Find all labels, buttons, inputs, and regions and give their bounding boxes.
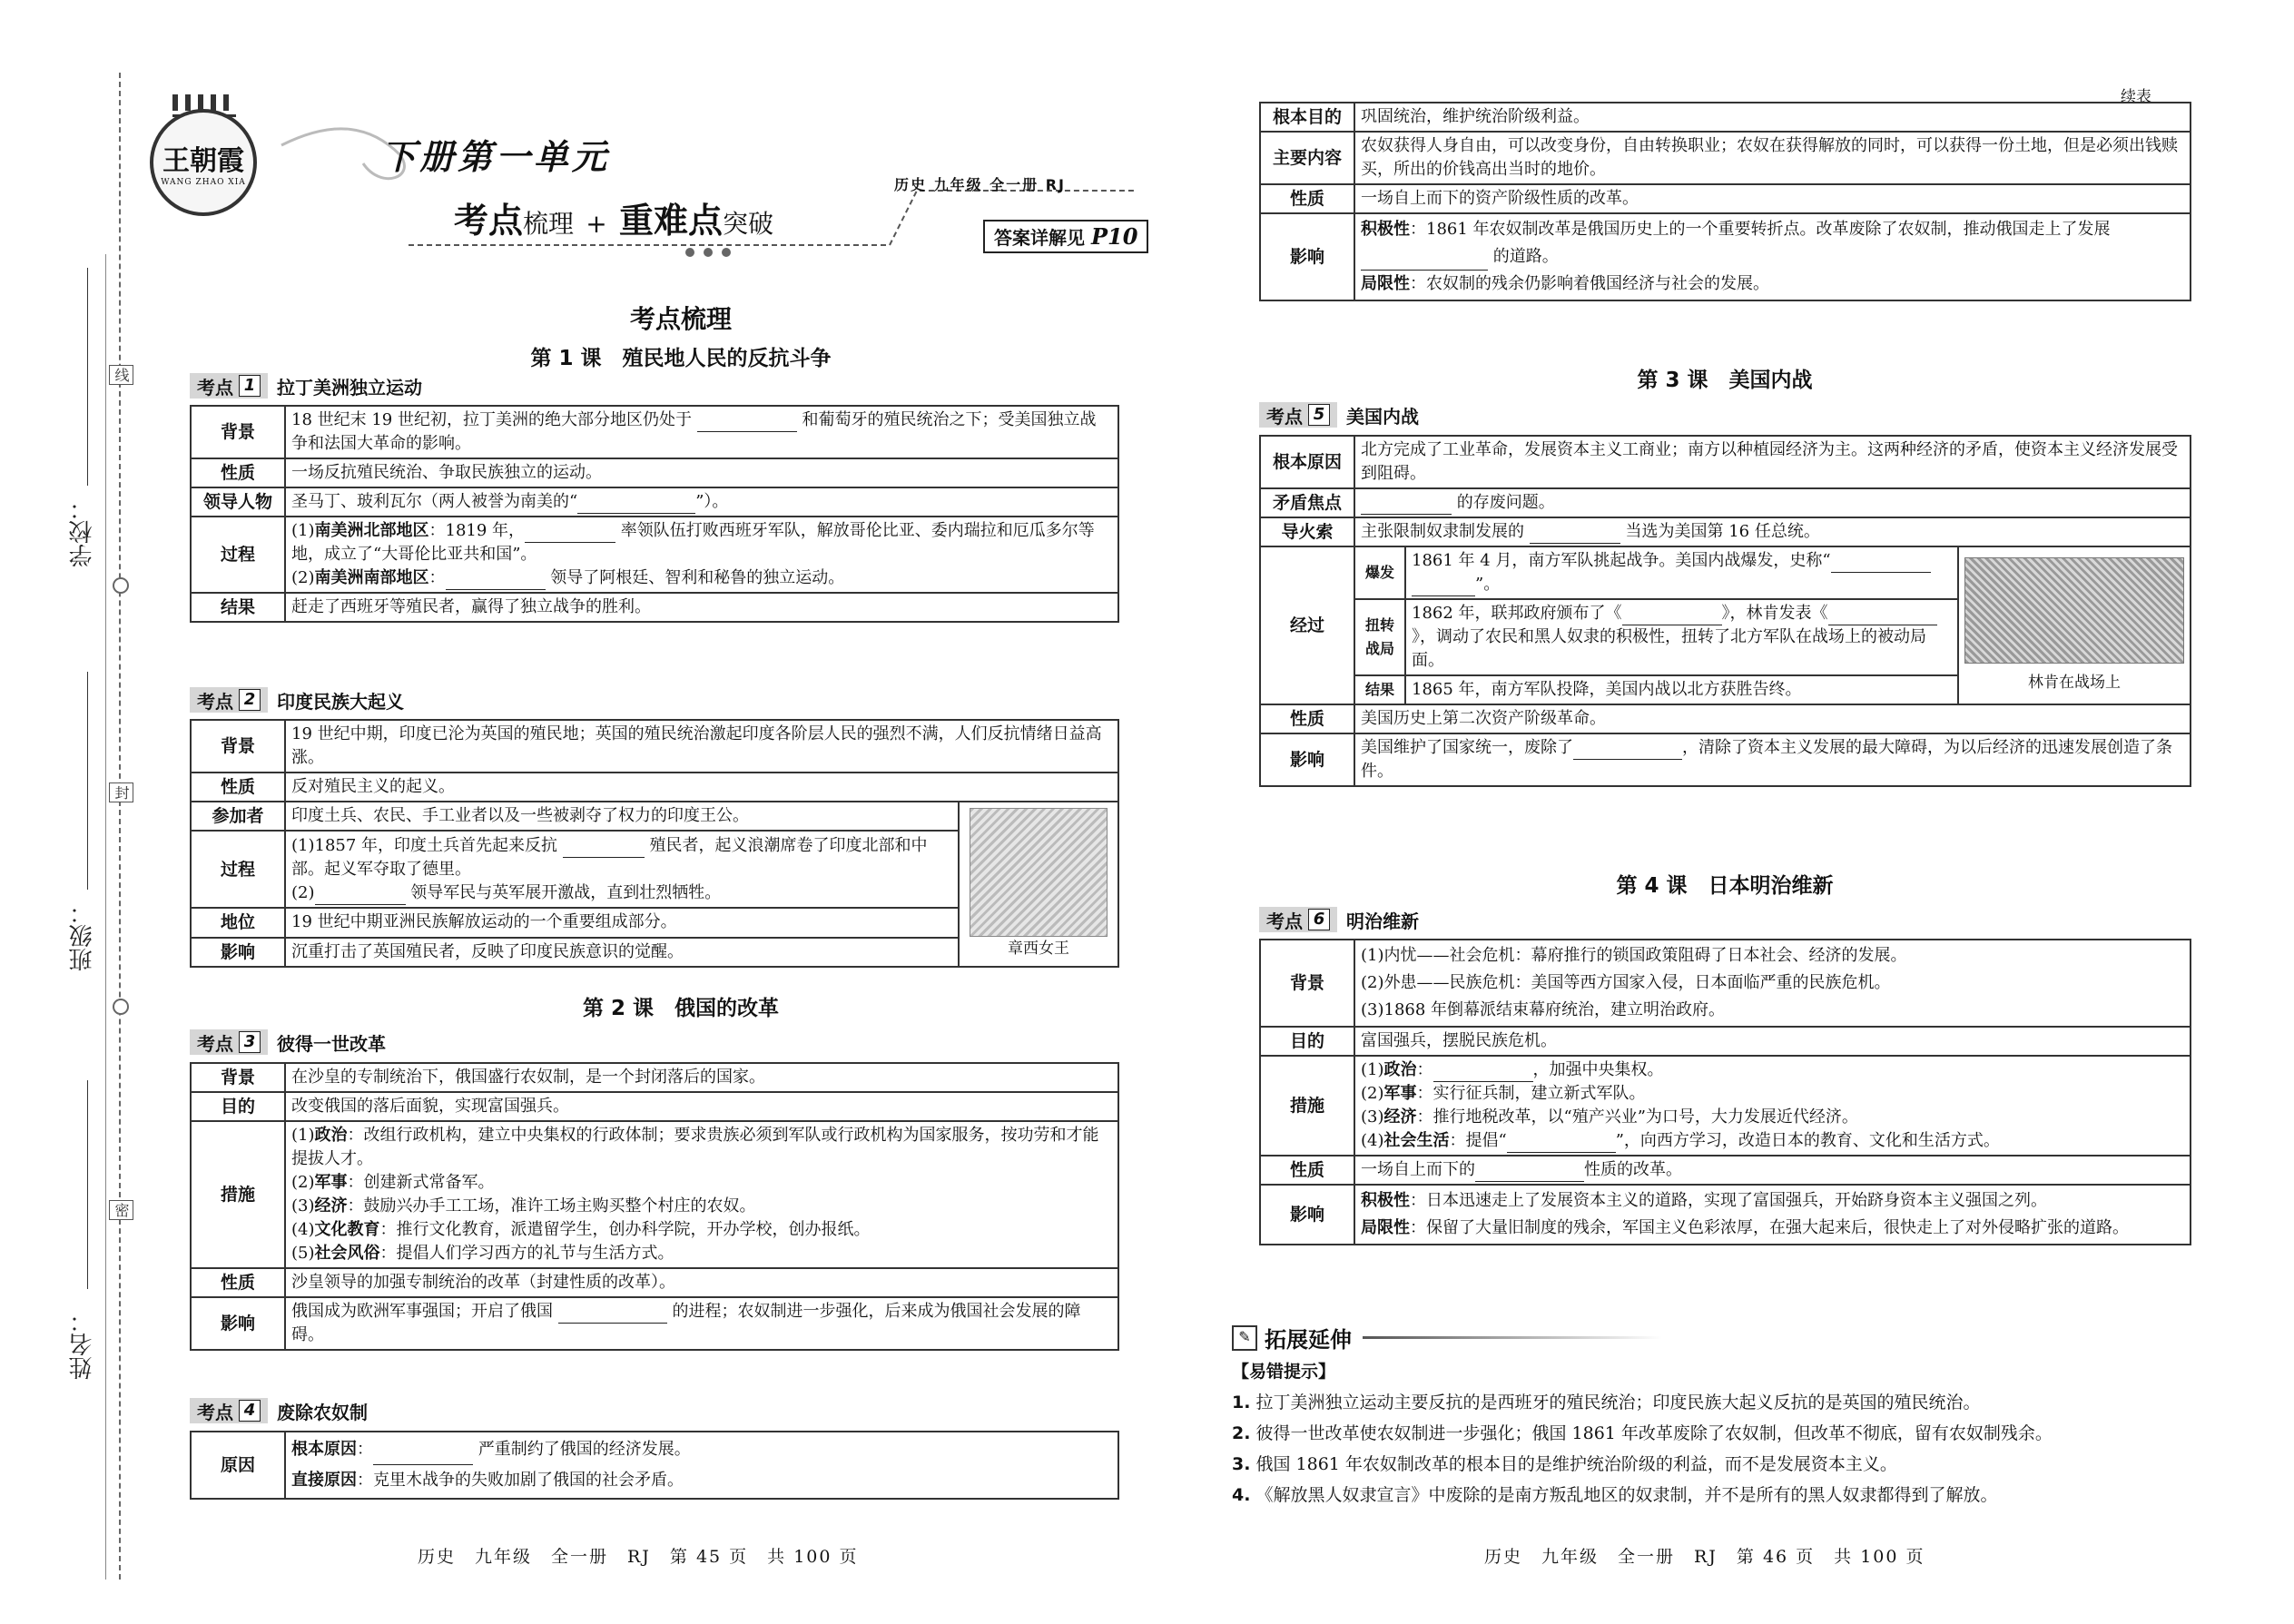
kaodian-3-heading: 考点 3 彼得一世改革 xyxy=(190,1029,386,1055)
table-row: 性质 一场自上而下的资产阶级性质的改革。 xyxy=(1260,184,2191,213)
portrait-cell xyxy=(959,802,1118,967)
blank[interactable] xyxy=(373,1448,473,1465)
punch-hole-2 xyxy=(113,999,129,1015)
name-label: 姓名： xyxy=(69,1309,96,1380)
logo-subtext: WANG ZHAO XIA xyxy=(161,178,246,187)
seal-mark-2: 封 xyxy=(109,782,133,802)
kaodian-4-continued-table xyxy=(1259,102,2191,301)
table-row: 影响 积极性：1861 年农奴制改革是俄国历史上的一个重要转折点。改革废除了农奴制，推动俄国走上了发展 的道路。 局限性：农奴制的残余仍影响着俄国经济与社会的发展。 xyxy=(1260,213,2191,300)
table-row: 过程 (1)南美洲北部地区：1819 年， 率领队伍打败西班牙军队，解放哥伦比亚、委内瑞拉和厄瓜多尔等地，成立了“大哥伦比亚共和国”。 (2)南美洲南部地区： 领导了阿根廷、智利和秘鲁的独立运动。 xyxy=(191,517,1118,593)
table-row: 结果 1865 年，南方军队投降，美国内战以北方获胜告终。 xyxy=(1260,675,2191,704)
blank[interactable] xyxy=(563,841,645,858)
binding-dashed-line xyxy=(119,73,121,1580)
class-field[interactable] xyxy=(65,672,96,971)
blank[interactable] xyxy=(1622,608,1722,625)
photo-cell xyxy=(1958,546,2191,704)
table-row: 措施 (1)政治：改组行政机构，建立中央集权的行政体制；要求贵族必须到军队或行政机构为国家服务，按功劳和才能提拔人才。 (2)军事：创建新式常备军。 (3)经济：鼓励兴办手工工场，准许工场主购买整个村庄的农奴。 (4)文化教育：推行文化教育，派遣留学生，创办科学院，开办学校，创办报纸。 (5)社会风俗：提倡人们学习西方的礼节与生活方式。 xyxy=(191,1121,1118,1268)
kaodian-5-heading: 考点 5 美国内战 xyxy=(1259,402,1419,428)
kaodian-2-heading: 考点 2 印度民族大起义 xyxy=(190,687,404,713)
binding-line xyxy=(105,254,106,1580)
table-row: 经过 爆发 1861 年 4 月，南方军队挑起战争。美国内战爆发，史称“ ”。 林肯在战场上 xyxy=(1260,546,2191,599)
kaodian-4-heading: 考点 4 废除农奴制 xyxy=(190,1398,368,1423)
table-row: 背景 在沙皇的专制统治下，俄国盛行农奴制，是一个封闭落后的国家。 xyxy=(191,1063,1118,1092)
blank[interactable] xyxy=(1573,743,1682,760)
blank[interactable] xyxy=(1530,527,1620,544)
continued-label: 续表 xyxy=(2121,88,2151,106)
list-item: 2. 彼得一世改革使农奴制进一步强化；俄国 1861 年改革废除了农奴制，但改革不彻底，留有农奴制残余。 xyxy=(1232,1423,2053,1443)
extension-heading: ✎ 拓展延伸 xyxy=(1232,1322,1662,1353)
blank[interactable] xyxy=(1507,1136,1616,1153)
table-row: 地位 19 世纪中期亚洲民族解放运动的一个重要组成部分。 xyxy=(191,908,1118,937)
class-label: 班级： xyxy=(69,901,96,971)
kaodian-5-table xyxy=(1259,435,2191,787)
unit-title: 下册第一单元 xyxy=(381,137,611,177)
table-row: 背景 19 世纪中期，印度已沦为英国的殖民地；英国的殖民统治激起印度各阶层人民的强烈不满，人们反抗情绪日益高涨。 xyxy=(191,720,1118,773)
logo-text: 王朝霞 xyxy=(162,145,244,177)
kaodian-3-table xyxy=(190,1062,1119,1351)
table-row: 性质 一场反抗殖民统治、争取民族独立的运动。 xyxy=(191,458,1118,487)
blank[interactable] xyxy=(1828,608,1937,625)
right-page-footer: 历史 九年级 全一册 RJ 第 46 页 共 100 页 xyxy=(1484,1547,1925,1567)
photo-caption: 林肯在战场上 xyxy=(2028,673,2121,692)
table-row: 导火索 主张限制奴隶制发展的 当选为美国第 16 任总统。 xyxy=(1260,517,2191,546)
table-row: 背景 (1)内忧——社会危机：幕府推行的锁国政策阻碍了日本社会、经济的发展。 (2)外患——民族危机：美国等西方国家入侵，日本面临严重的民族危机。 (3)1868 年倒幕派结束幕府统治，建立明治政府。 xyxy=(1260,940,2191,1027)
table-row: 结果 赶走了西班牙等殖民者，赢得了独立战争的胜利。 xyxy=(191,593,1118,622)
school-field[interactable] xyxy=(65,268,96,567)
tips-list xyxy=(1232,1356,2053,1511)
table-row: 矛盾焦点 的存废问题。 xyxy=(1260,488,2191,517)
table-row: 目的 改变俄国的落后面貌，实现富国强兵。 xyxy=(191,1092,1118,1121)
kaodian-6-table xyxy=(1259,939,2191,1245)
kaodian-4-table xyxy=(190,1431,1119,1500)
blank[interactable] xyxy=(1433,1065,1533,1082)
table-row: 主要内容 农奴获得人身自由，可以改变身份，自由转换职业；农奴在获得解放的同时，可以获得一份土地，但是必须出钱赎买，所出的价钱高出当时的地价。 xyxy=(1260,132,2191,184)
table-row: 影响 俄国成为欧洲军事强国；开启了俄国 的进程；农奴制进一步强化，后来成为俄国社会发展的障碍。 xyxy=(191,1297,1118,1350)
table-row: 参加者 印度土兵、农民、手工业者以及一些被剥夺了权力的印度王公。 章西女王 xyxy=(191,802,1118,831)
table-row: 根本原因 北方完成了工业革命，发展资本主义工商业；南方以种植园经济为主。这两种经济的矛盾，使资本主义经济发展受到阻碍。 xyxy=(1260,436,2191,488)
table-row: 性质 美国历史上第二次资产阶级革命。 xyxy=(1260,704,2191,733)
blank[interactable] xyxy=(1361,497,1452,515)
table-row: 性质 沙皇领导的加强专制统治的改革（封建性质的改革）。 xyxy=(191,1268,1118,1297)
table-row: 原因 根本原因： 严重制约了俄国的经济发展。 直接原因：克里木战争的失败加剧了俄国的社会矛盾。 xyxy=(191,1432,1118,1499)
lesson-3-title: 第 3 课 美国内战 xyxy=(1637,369,1813,392)
section-title: 考点梳理 xyxy=(629,304,732,334)
kaodian-6-heading: 考点 6 明治维新 xyxy=(1259,907,1419,932)
list-item: 1. 拉丁美洲独立运动主要反抗的是西班牙的殖民统治；印度民族大起义反抗的是英国的殖民统治。 xyxy=(1232,1393,1981,1412)
seal-mark-1: 线 xyxy=(109,365,133,385)
table-row: 影响 沉重打击了英国殖民者，反映了印度民族意识的觉醒。 xyxy=(191,938,1118,967)
answer-reference: 答案详解见 P10 xyxy=(983,220,1148,253)
tips-title: 【易错提示】 xyxy=(1232,1362,1336,1382)
table-row: 过程 (1)1857 年，印度土兵首先起来反抗 殖民者，起义浪潮席卷了印度北部和中部。起义军夺取了德里。 (2) 领导军民与英军展开激战，直到壮烈牺牲。 xyxy=(191,831,1118,908)
header-tagline: 历史 九年级 全一册 RJ xyxy=(894,176,1066,193)
lesson-1-title: 第 1 课 殖民地人民的反抗斗争 xyxy=(530,347,832,370)
kaodian-2-table xyxy=(190,719,1119,968)
punch-hole-1 xyxy=(113,577,129,594)
table-row: 扭转战局 1862 年，联邦政府颁布了《 》，林肯发表《》，调动了农民和黑人奴隶的积极性，扭转了北方军队在战场上的被动局面。 xyxy=(1260,599,2191,675)
blank[interactable] xyxy=(315,888,406,905)
rani-of-jhansi-portrait xyxy=(970,808,1108,937)
blank[interactable] xyxy=(1412,579,1475,596)
table-row: 性质 反对殖民主义的起义。 xyxy=(191,773,1118,802)
blank[interactable] xyxy=(577,497,695,514)
table-row: 背景 18 世纪末 19 世纪初，拉丁美洲的绝大部分地区仍处于 和葡萄牙的殖民统治之下；受美国独立战争和法国大革命的影响。 xyxy=(191,406,1118,458)
table-row: 措施 (1)政治： ，加强中央集权。 (2)军事：实行征兵制，建立新式军队。 (3)经济：推行地税改革，以“殖产兴业”为口号，大力发展近代经济。 (4)社会生活：提倡“ ”，向西方学习，改造日本的教育、文化和生活方式。 xyxy=(1260,1056,2191,1156)
blank[interactable] xyxy=(1831,556,1931,573)
seal-mark-3: 密 xyxy=(109,1200,133,1220)
blank[interactable] xyxy=(1475,1165,1584,1182)
blank[interactable] xyxy=(697,415,797,432)
table-row: 目的 富国强兵，摆脱民族危机。 xyxy=(1260,1027,2191,1056)
list-item: 3. 俄国 1861 年农奴制改革的根本目的是维护统治阶级的利益，而不是发展资本主义。 xyxy=(1232,1454,1897,1474)
lesson-2-title: 第 2 课 俄国的改革 xyxy=(582,997,780,1020)
portrait-caption: 章西女王 xyxy=(1008,940,1069,958)
lincoln-battlefield-photo xyxy=(1964,557,2184,664)
table-row: 性质 一场自上而下的 性质的改革。 xyxy=(1260,1156,2191,1185)
table-row: 影响 积极性：日本迅速走上了发展资本主义的道路，实现了富国强兵，开始跻身资本主义强国之列。 局限性：保留了大量旧制度的残余，军国主义色彩浓厚，在强大起来后，很快走上了对外侵略扩张的道路。 xyxy=(1260,1185,2191,1245)
list-item: 4. 《解放黑人奴隶宣言》中废除的是南方叛乱地区的奴隶制，并不是所有的黑人奴隶都得到了解放。 xyxy=(1232,1485,1998,1505)
blank[interactable] xyxy=(558,1306,667,1324)
kaodian-1-heading: 考点 1 拉丁美洲独立运动 xyxy=(190,373,422,399)
blank[interactable] xyxy=(1361,253,1488,271)
blank[interactable] xyxy=(446,573,546,590)
table-row: 根本目的 巩固统治，维护统治阶级利益。 xyxy=(1260,103,2191,132)
school-label: 学校： xyxy=(69,497,96,567)
blank[interactable] xyxy=(525,526,615,543)
table-row: 影响 美国维护了国家统一，废除了 ，清除了资本主义发展的最大障碍，为以后经济的迅速发展创造了条件。 xyxy=(1260,733,2191,786)
lesson-4-title: 第 4 课 日本明治维新 xyxy=(1616,874,1834,898)
kaodian-1-table xyxy=(190,405,1119,623)
left-page-footer: 历史 九年级 全一册 RJ 第 45 页 共 100 页 xyxy=(418,1547,859,1567)
name-field[interactable] xyxy=(65,1080,96,1380)
table-row: 领导人物 圣马丁、玻利瓦尔（两人被誉为南美的“ ”）。 xyxy=(191,487,1118,517)
brand-logo xyxy=(150,109,257,216)
pencil-icon: ✎ xyxy=(1232,1325,1257,1351)
page-subtitle: 考点梳理 + 重难点突破 xyxy=(454,201,773,241)
